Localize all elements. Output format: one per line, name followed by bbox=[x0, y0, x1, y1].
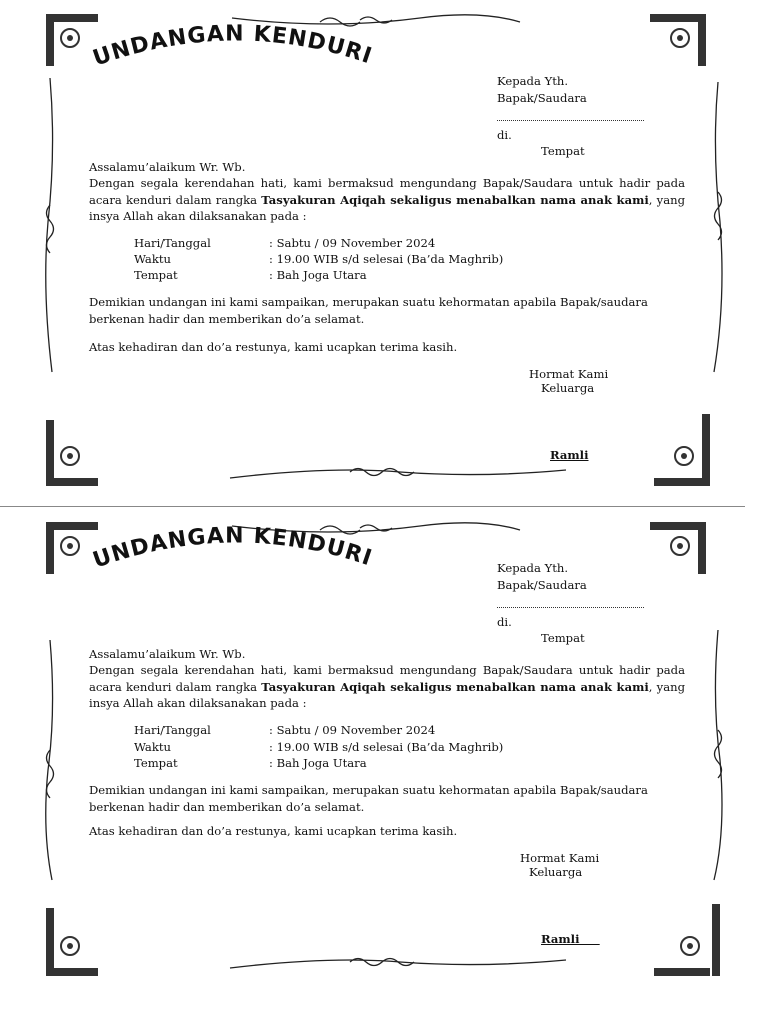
detail-value-date: : Sabtu / 09 November 2024 bbox=[269, 723, 436, 737]
detail-value-date: : Sabtu / 09 November 2024 bbox=[269, 236, 436, 250]
detail-label-date: Hari/Tanggal bbox=[134, 723, 211, 737]
intro-event-name: Tasyakuran Aqiqah sekaligus menabalkan nama anak kami bbox=[261, 679, 649, 694]
recipient-kepada: Kepada Yth. bbox=[497, 561, 569, 575]
recipient-di: di. bbox=[497, 128, 512, 142]
cut-line bbox=[0, 506, 745, 507]
closing-paragraph: Demikian undangan ini kami sampaikan, merupakan suatu kehormatan apabila Bapak/saudara berkenan hadir dan memberikan do’a selamat. bbox=[89, 295, 648, 326]
closing-paragraph: Demikian undangan ini kami sampaikan, merupakan suatu kehormatan apabila Bapak/saudara berkenan hadir dan memberikan do’a selamat. bbox=[89, 783, 648, 814]
signature-name: Ramli bbox=[550, 448, 589, 462]
thanks-line: Atas kehadiran dan do’a restunya, kami ucapkan terima kasih. bbox=[89, 824, 458, 838]
recipient-name-line bbox=[497, 607, 644, 608]
detail-label-place: Tempat bbox=[134, 268, 178, 282]
signature-name: Ramli bbox=[541, 932, 600, 946]
recipient-kepada: Kepada Yth. bbox=[497, 74, 569, 88]
detail-value-place: : Bah Joga Utara bbox=[269, 756, 367, 770]
thanks-line: Atas kehadiran dan do’a restunya, kami ucapkan terima kasih. bbox=[89, 340, 458, 354]
intro-event-name: Tasyakuran Aqiqah sekaligus menabalkan nama anak kami bbox=[261, 192, 649, 207]
recipient-di: di. bbox=[497, 615, 512, 629]
recipient-bapak: Bapak/Saudara bbox=[497, 91, 587, 105]
detail-label-place: Tempat bbox=[134, 756, 178, 770]
salam: Assalamu’alaikum Wr. Wb. bbox=[89, 647, 246, 661]
intro-paragraph: Dengan segala kerendahan hati, kami bermaksud mengundang Bapak/Saudara untuk hadir pada acara kenduri dalam rangka Tasyakuran Aqiqah sekaligus menabalkan nama anak kami, yang insya Allah akan dilaksanakan pada : bbox=[89, 663, 685, 710]
invitation-title bbox=[88, 18, 378, 80]
detail-label-date: Hari/Tanggal bbox=[134, 236, 211, 250]
recipient-name-line bbox=[497, 120, 644, 121]
svg-text:UNDANGAN KENDURI: UNDANGAN KENDURI bbox=[89, 523, 376, 574]
salam: Assalamu’alaikum Wr. Wb. bbox=[89, 160, 246, 174]
hormat-kami: Hormat Kami bbox=[529, 367, 609, 381]
detail-label-time: Waktu bbox=[134, 740, 171, 754]
hormat-kami: Hormat Kami bbox=[520, 851, 600, 865]
svg-text:UNDANGAN KENDURI: UNDANGAN KENDURI bbox=[89, 21, 376, 72]
invitation-card-2 bbox=[0, 510, 768, 1010]
recipient-bapak: Bapak/Saudara bbox=[497, 578, 587, 592]
invitation-title bbox=[88, 520, 378, 582]
detail-value-place: : Bah Joga Utara bbox=[269, 268, 367, 282]
keluarga: Keluarga bbox=[529, 865, 583, 879]
keluarga: Keluarga bbox=[541, 381, 595, 395]
recipient-tempat: Tempat bbox=[541, 631, 585, 645]
ornamental-border bbox=[0, 510, 768, 1010]
detail-value-time: : 19.00 WIB s/d selesai (Ba’da Maghrib) bbox=[269, 740, 504, 754]
recipient-tempat: Tempat bbox=[541, 144, 585, 158]
detail-value-time: : 19.00 WIB s/d selesai (Ba’da Maghrib) bbox=[269, 252, 504, 266]
intro-paragraph: Dengan segala kerendahan hati, kami bermaksud mengundang Bapak/Saudara untuk hadir pada acara kenduri dalam rangka Tasyakuran Aqiqah sekaligus menabalkan nama anak kami, yang insya Allah akan dilaksanakan pada : bbox=[89, 176, 685, 223]
detail-label-time: Waktu bbox=[134, 252, 171, 266]
invitation-card-1 bbox=[0, 0, 768, 500]
